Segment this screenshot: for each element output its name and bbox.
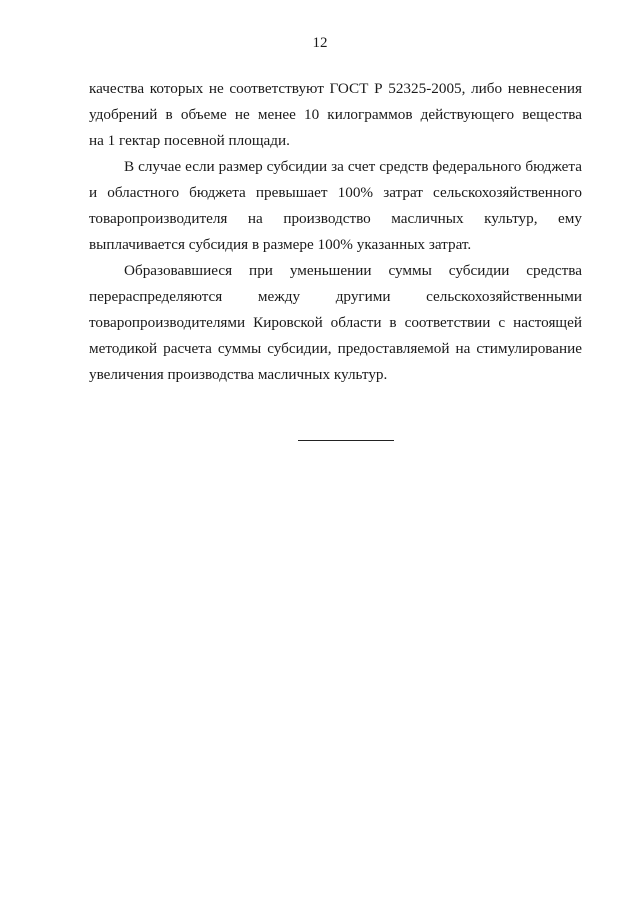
text-line: качества которых не соответствуют ГОСТ Р 52325-2005, либо невнесения xyxy=(89,80,582,97)
text-line: увеличения производства масличных культур. xyxy=(89,366,388,383)
paragraph-3 xyxy=(89,258,582,388)
text-line: Образовавшиеся при уменьшении суммы субсидии средства xyxy=(124,262,582,279)
text-line: на 1 гектар посевной площади. xyxy=(89,132,290,149)
text-line: товаропроизводителями Кировской области в соответствии с настоящей xyxy=(89,314,582,331)
paragraph-2 xyxy=(89,154,582,258)
document-body xyxy=(89,76,582,388)
paragraph-1 xyxy=(89,76,582,154)
text-line: методикой расчета суммы субсидии, предоставляемой на стимулирование xyxy=(89,340,582,357)
end-of-document-rule xyxy=(298,440,394,441)
text-line: товаропроизводителя на производство масличных культур, ему xyxy=(89,210,582,227)
text-line: перераспределяются между другими сельскохозяйственными xyxy=(89,288,582,305)
text-line: и областного бюджета превышает 100% затрат сельскохозяйственного xyxy=(89,184,582,201)
page-number: 12 xyxy=(312,35,328,51)
text-line: выплачивается субсидия в размере 100% указанных затрат. xyxy=(89,236,472,253)
text-line: В случае если размер субсидии за счет средств федерального бюджета xyxy=(124,158,582,175)
text-line: удобрений в объеме не менее 10 килограммов действующего вещества xyxy=(89,106,582,123)
